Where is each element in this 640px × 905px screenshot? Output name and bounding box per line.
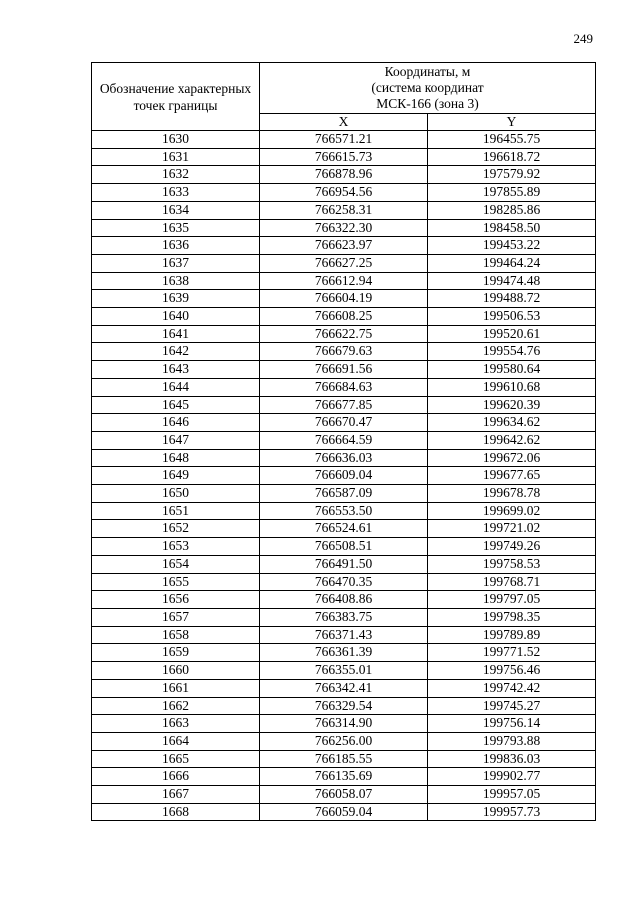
cell-x: 766587.09 — [260, 485, 428, 503]
table-row — [92, 467, 596, 485]
table-row — [92, 520, 596, 538]
table-row — [92, 732, 596, 750]
cell-y: 199798.35 — [428, 608, 596, 626]
cell-point-id: 1638 — [92, 272, 260, 290]
cell-y: 199756.46 — [428, 662, 596, 680]
table-row — [92, 219, 596, 237]
header-coordinates-line1: Координаты, м — [384, 64, 471, 79]
cell-point-id: 1656 — [92, 591, 260, 609]
table-row — [92, 396, 596, 414]
cell-x: 766627.25 — [260, 254, 428, 272]
cell-point-id: 1661 — [92, 679, 260, 697]
cell-y: 199756.14 — [428, 715, 596, 733]
cell-point-id: 1662 — [92, 697, 260, 715]
cell-y: 196618.72 — [428, 148, 596, 166]
cell-point-id: 1646 — [92, 414, 260, 432]
cell-point-id: 1631 — [92, 148, 260, 166]
cell-x: 766954.56 — [260, 184, 428, 202]
cell-x: 766314.90 — [260, 715, 428, 733]
cell-point-id: 1639 — [92, 290, 260, 308]
coordinates-table — [91, 62, 596, 821]
cell-x: 766623.97 — [260, 237, 428, 255]
cell-point-id: 1632 — [92, 166, 260, 184]
cell-y: 199453.22 — [428, 237, 596, 255]
cell-y: 199677.65 — [428, 467, 596, 485]
cell-point-id: 1649 — [92, 467, 260, 485]
cell-point-id: 1659 — [92, 644, 260, 662]
cell-x: 766059.04 — [260, 803, 428, 821]
cell-y: 199580.64 — [428, 361, 596, 379]
cell-point-id: 1653 — [92, 538, 260, 556]
cell-y: 199634.62 — [428, 414, 596, 432]
cell-point-id: 1635 — [92, 219, 260, 237]
cell-y: 199797.05 — [428, 591, 596, 609]
cell-y: 199768.71 — [428, 573, 596, 591]
cell-y: 199836.03 — [428, 750, 596, 768]
cell-x: 766622.75 — [260, 325, 428, 343]
cell-point-id: 1633 — [92, 184, 260, 202]
cell-y: 199672.06 — [428, 449, 596, 467]
cell-y: 199745.27 — [428, 697, 596, 715]
table-row — [92, 272, 596, 290]
table-row — [92, 254, 596, 272]
table-header — [92, 63, 596, 131]
cell-point-id: 1641 — [92, 325, 260, 343]
table-row — [92, 608, 596, 626]
table-row — [92, 697, 596, 715]
cell-x: 766524.61 — [260, 520, 428, 538]
table-row — [92, 414, 596, 432]
cell-x: 766677.85 — [260, 396, 428, 414]
cell-y: 199902.77 — [428, 768, 596, 786]
cell-x: 766670.47 — [260, 414, 428, 432]
cell-x: 766691.56 — [260, 361, 428, 379]
table-body — [92, 131, 596, 821]
cell-y: 199957.73 — [428, 803, 596, 821]
cell-point-id: 1666 — [92, 768, 260, 786]
table-row — [92, 166, 596, 184]
cell-point-id: 1648 — [92, 449, 260, 467]
header-x: X — [260, 114, 428, 131]
cell-y: 199789.89 — [428, 626, 596, 644]
cell-x: 766342.41 — [260, 679, 428, 697]
table-row — [92, 485, 596, 503]
cell-x: 766258.31 — [260, 201, 428, 219]
cell-point-id: 1647 — [92, 431, 260, 449]
cell-y: 199610.68 — [428, 378, 596, 396]
cell-y: 197855.89 — [428, 184, 596, 202]
cell-y: 198458.50 — [428, 219, 596, 237]
cell-point-id: 1640 — [92, 308, 260, 326]
cell-y: 199620.39 — [428, 396, 596, 414]
cell-x: 766256.00 — [260, 732, 428, 750]
cell-x: 766684.63 — [260, 378, 428, 396]
cell-x: 766612.94 — [260, 272, 428, 290]
cell-point-id: 1644 — [92, 378, 260, 396]
table-row — [92, 184, 596, 202]
cell-point-id: 1667 — [92, 786, 260, 804]
header-coordinates — [260, 63, 596, 114]
cell-y: 199793.88 — [428, 732, 596, 750]
cell-point-id: 1634 — [92, 201, 260, 219]
cell-point-id: 1642 — [92, 343, 260, 361]
table-row — [92, 662, 596, 680]
cell-x: 766491.50 — [260, 555, 428, 573]
cell-x: 766371.43 — [260, 626, 428, 644]
cell-x: 766679.63 — [260, 343, 428, 361]
table-row — [92, 449, 596, 467]
cell-point-id: 1655 — [92, 573, 260, 591]
table-row — [92, 626, 596, 644]
cell-y: 199699.02 — [428, 502, 596, 520]
cell-y: 199554.76 — [428, 343, 596, 361]
header-coordinates-line3: МСК-166 (зона 3) — [376, 96, 479, 111]
cell-x: 766604.19 — [260, 290, 428, 308]
table-row — [92, 768, 596, 786]
cell-y: 199488.72 — [428, 290, 596, 308]
cell-point-id: 1630 — [92, 131, 260, 149]
cell-y: 197579.92 — [428, 166, 596, 184]
cell-y: 199771.52 — [428, 644, 596, 662]
cell-x: 766470.35 — [260, 573, 428, 591]
cell-x: 766615.73 — [260, 148, 428, 166]
cell-point-id: 1660 — [92, 662, 260, 680]
cell-point-id: 1651 — [92, 502, 260, 520]
cell-point-id: 1650 — [92, 485, 260, 503]
cell-point-id: 1668 — [92, 803, 260, 821]
table-row — [92, 431, 596, 449]
cell-point-id: 1652 — [92, 520, 260, 538]
table-row — [92, 573, 596, 591]
table-row — [92, 325, 596, 343]
cell-y: 199749.26 — [428, 538, 596, 556]
cell-y: 199506.53 — [428, 308, 596, 326]
cell-y: 199758.53 — [428, 555, 596, 573]
cell-point-id: 1636 — [92, 237, 260, 255]
header-y: Y — [428, 114, 596, 131]
table-row — [92, 237, 596, 255]
table-row — [92, 361, 596, 379]
table-row — [92, 715, 596, 733]
cell-point-id: 1664 — [92, 732, 260, 750]
cell-point-id: 1658 — [92, 626, 260, 644]
cell-y: 199957.05 — [428, 786, 596, 804]
header-row-top — [92, 63, 596, 114]
cell-point-id: 1637 — [92, 254, 260, 272]
cell-x: 766878.96 — [260, 166, 428, 184]
cell-y: 199678.78 — [428, 485, 596, 503]
cell-point-id: 1657 — [92, 608, 260, 626]
cell-point-id: 1645 — [92, 396, 260, 414]
header-coordinates-line2: (система координат — [371, 80, 484, 95]
cell-x: 766058.07 — [260, 786, 428, 804]
cell-y: 199464.24 — [428, 254, 596, 272]
cell-point-id: 1663 — [92, 715, 260, 733]
cell-x: 766355.01 — [260, 662, 428, 680]
cell-x: 766322.30 — [260, 219, 428, 237]
cell-y: 199520.61 — [428, 325, 596, 343]
table-row — [92, 343, 596, 361]
cell-x: 766571.21 — [260, 131, 428, 149]
header-point-designation: Обозначение характерных точек границы — [92, 63, 260, 131]
cell-x: 766608.25 — [260, 308, 428, 326]
cell-x: 766636.03 — [260, 449, 428, 467]
table-row — [92, 591, 596, 609]
cell-point-id: 1665 — [92, 750, 260, 768]
cell-x: 766383.75 — [260, 608, 428, 626]
cell-y: 198285.86 — [428, 201, 596, 219]
table-row — [92, 750, 596, 768]
cell-y: 199474.48 — [428, 272, 596, 290]
table-row — [92, 201, 596, 219]
table-row — [92, 538, 596, 556]
cell-y: 196455.75 — [428, 131, 596, 149]
table-row — [92, 148, 596, 166]
cell-x: 766361.39 — [260, 644, 428, 662]
cell-x: 766553.50 — [260, 502, 428, 520]
table-row — [92, 679, 596, 697]
table-row — [92, 803, 596, 821]
table-row — [92, 786, 596, 804]
table-row — [92, 378, 596, 396]
table-row — [92, 131, 596, 149]
table-row — [92, 308, 596, 326]
cell-x: 766408.86 — [260, 591, 428, 609]
cell-point-id: 1643 — [92, 361, 260, 379]
cell-x: 766135.69 — [260, 768, 428, 786]
page-number: 249 — [573, 31, 593, 46]
cell-y: 199742.42 — [428, 679, 596, 697]
table-row — [92, 290, 596, 308]
cell-x: 766609.04 — [260, 467, 428, 485]
table-row — [92, 644, 596, 662]
cell-x: 766508.51 — [260, 538, 428, 556]
cell-point-id: 1654 — [92, 555, 260, 573]
cell-y: 199721.02 — [428, 520, 596, 538]
cell-x: 766664.59 — [260, 431, 428, 449]
cell-x: 766329.54 — [260, 697, 428, 715]
table-row — [92, 555, 596, 573]
cell-x: 766185.55 — [260, 750, 428, 768]
table-row — [92, 502, 596, 520]
cell-y: 199642.62 — [428, 431, 596, 449]
